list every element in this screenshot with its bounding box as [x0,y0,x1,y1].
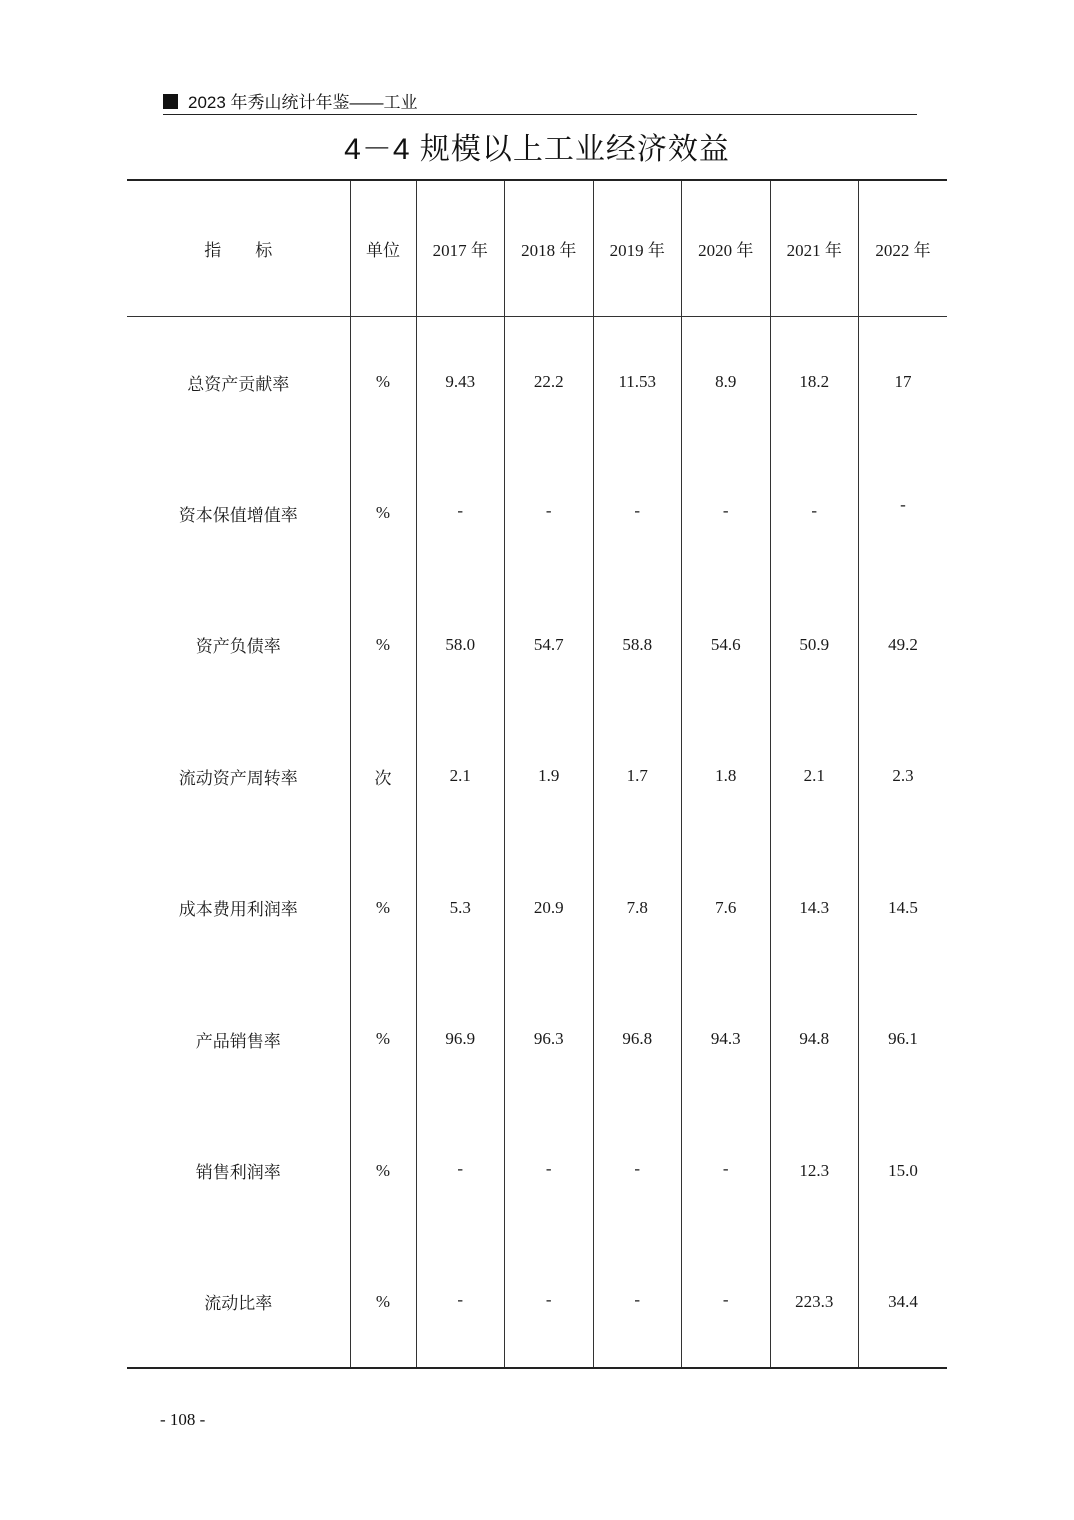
page-number: - 108 - [160,1410,206,1429]
value-cell: 2.1 [770,711,859,843]
value-cell: 96.8 [593,974,682,1106]
value-cell [505,1237,594,1369]
running-header [163,86,917,115]
value-cell: 34.4 [859,1237,948,1369]
value-cell: 1.9 [505,711,594,843]
unit-cell: % [350,974,416,1106]
column-header-unit: 单位 [350,180,416,316]
value-cell: 5.3 [416,842,505,974]
value-cell: 15.0 [859,1105,948,1237]
value-cell: 2.1 [416,711,505,843]
value-cell: 7.6 [682,842,771,974]
value-text: - [634,501,641,521]
value-text: - [722,501,729,521]
table-row [127,842,947,974]
value-cell: 18.2 [770,316,859,448]
value-cell [682,448,771,580]
value-text: - [457,1289,464,1309]
unit-cell: % [350,579,416,711]
value-cell: 58.0 [416,579,505,711]
row-label: 总资产贡献率 [187,374,290,394]
value-cell: 22.2 [505,316,594,448]
table-row [127,448,947,580]
value-text: - [545,1289,552,1309]
statistics-table [127,179,947,1369]
unit-cell: % [350,1105,416,1237]
column-header-2021: 2021 年 [770,180,859,316]
value-cell [505,1105,594,1237]
value-cell: 12.3 [770,1105,859,1237]
value-cell: 223.3 [770,1237,859,1369]
row-label: 流动比率 [204,1294,273,1314]
value-cell: 2.3 [859,711,948,843]
unit-cell: % [350,448,416,580]
value-cell [859,448,948,580]
value-cell [770,448,859,580]
value-text: - [634,1158,641,1178]
value-cell: 14.3 [770,842,859,974]
value-cell: 11.53 [593,316,682,448]
table-row [127,711,947,843]
column-header-2022: 2022 年 [859,180,948,316]
table-row [127,1105,947,1237]
column-header-2018: 2018 年 [505,180,594,316]
value-cell: 17 [859,316,948,448]
unit-cell: % [350,1237,416,1369]
value-cell: 50.9 [770,579,859,711]
row-label: 产品销售率 [195,1031,281,1051]
value-cell: 8.9 [682,316,771,448]
value-cell: 7.8 [593,842,682,974]
column-header-2020: 2020 年 [682,180,771,316]
value-cell: 1.7 [593,711,682,843]
value-cell [682,1105,771,1237]
value-cell [416,1105,505,1237]
value-cell: 20.9 [505,842,594,974]
header-row [127,180,947,316]
table-row [127,579,947,711]
value-cell [416,448,505,580]
row-label: 销售利润率 [195,1163,281,1183]
value-cell: 49.2 [859,579,948,711]
column-header-indicator [127,180,350,316]
unit-cell: 次 [350,711,416,843]
row-label: 流动资产周转率 [178,768,298,788]
column-header-2017: 2017 年 [416,180,505,316]
row-label: 资本保值增值率 [178,505,298,525]
running-header-title: 2023 年秀山统计年鉴——工业 [188,92,418,112]
row-label: 资产负债率 [195,637,281,657]
value-cell [593,1237,682,1369]
value-cell: 14.5 [859,842,948,974]
value-cell: 96.3 [505,974,594,1106]
value-cell [593,448,682,580]
value-text: - [457,501,464,521]
header-square-icon [163,94,178,109]
value-cell [416,1237,505,1369]
table-title: 4－4 规模以上工业经济效益 [344,133,730,166]
indicator-header-char-1: 指 [204,240,222,260]
value-cell: 96.1 [859,974,948,1106]
value-text: - [811,501,818,521]
value-cell: 58.8 [593,579,682,711]
value-text: - [722,1158,729,1178]
row-label: 成本费用利润率 [178,900,298,920]
value-text: - [722,1289,729,1309]
value-text: - [900,495,906,515]
value-cell [593,1105,682,1237]
unit-cell: % [350,316,416,448]
value-cell: 1.8 [682,711,771,843]
indicator-header-char-2: 标 [255,240,273,260]
unit-cell: % [350,842,416,974]
value-cell [682,1237,771,1369]
value-cell [505,448,594,580]
value-cell: 54.6 [682,579,771,711]
value-cell: 9.43 [416,316,505,448]
table-row [127,316,947,448]
value-cell: 94.3 [682,974,771,1106]
table-row [127,974,947,1106]
table-row [127,1237,947,1369]
value-text: - [634,1289,641,1309]
value-text: - [545,501,552,521]
column-header-2019: 2019 年 [593,180,682,316]
value-text: - [457,1158,464,1178]
value-cell: 54.7 [505,579,594,711]
value-cell: 94.8 [770,974,859,1106]
value-text: - [545,1158,552,1178]
value-cell: 96.9 [416,974,505,1106]
